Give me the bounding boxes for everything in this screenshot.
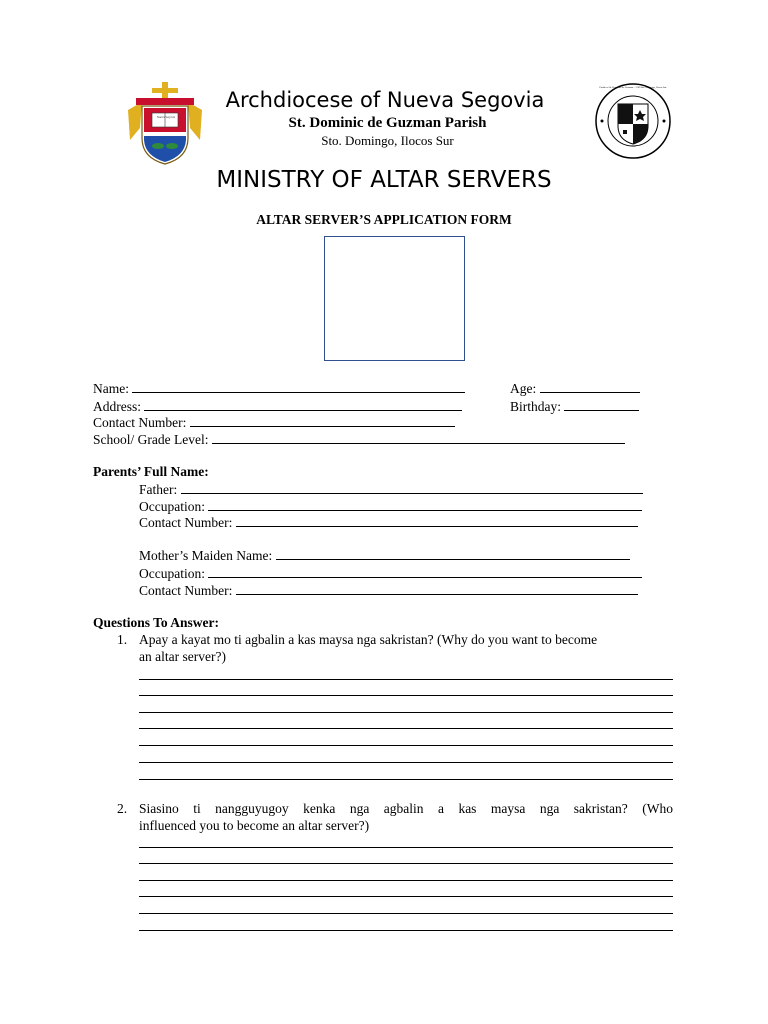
answer-2-line[interactable] xyxy=(139,896,673,897)
mother-field[interactable] xyxy=(139,546,630,564)
mother-line[interactable] xyxy=(276,546,630,560)
parish-name: St. Dominic de Guzman Parish xyxy=(288,115,487,131)
answer-2-line[interactable] xyxy=(139,930,673,931)
contact-line[interactable] xyxy=(190,413,455,427)
answer-2-line[interactable] xyxy=(139,863,673,864)
answer-1-line[interactable] xyxy=(139,679,673,680)
question-2-text: Siasino ti nangguyugoy kenka nga agbalin a kas maysa nga sakristan? (Who xyxy=(139,801,673,816)
mother-occupation-label: Occupation: xyxy=(139,566,205,581)
answer-1-line[interactable] xyxy=(139,695,673,696)
age-field[interactable] xyxy=(510,379,640,397)
school-line[interactable] xyxy=(212,430,625,444)
answer-2-line[interactable] xyxy=(139,880,673,881)
question-2-text-line-2: influenced you to become an altar server?) xyxy=(139,818,370,833)
name-line[interactable] xyxy=(132,379,465,393)
name-label: Name: xyxy=(93,381,129,396)
parish-location: Sto. Domingo, Ilocos Sur xyxy=(321,133,454,148)
contact-field[interactable] xyxy=(93,413,455,431)
school-label: School/ Grade Level: xyxy=(93,432,209,447)
birthday-field[interactable] xyxy=(510,397,639,415)
answer-1-line[interactable] xyxy=(139,728,673,729)
answer-2-line[interactable] xyxy=(139,913,673,914)
form-subtitle: ALTAR SERVER’S APPLICATION FORM xyxy=(256,212,512,227)
answer-1-line[interactable] xyxy=(139,762,673,763)
question-2-number: 2. xyxy=(117,801,128,816)
address-line[interactable] xyxy=(144,397,462,411)
questions-heading: Questions To Answer: xyxy=(93,615,220,630)
father-occupation-line[interactable] xyxy=(208,497,642,511)
father-line[interactable] xyxy=(181,480,643,494)
birthday-line[interactable] xyxy=(564,397,639,411)
answer-2-line[interactable] xyxy=(139,847,673,848)
answer-1-line[interactable] xyxy=(139,745,673,746)
archdiocese-seal xyxy=(122,80,208,166)
left-seal-ribbon-text: Nueva Segovia xyxy=(156,116,176,119)
age-label: Age: xyxy=(510,381,537,396)
question-1-text-line-1: Apay a kayat mo ti agbalin a kas maysa nga sakristan? (Why do you want to become xyxy=(139,632,598,647)
question-2-text-line-1 xyxy=(139,800,673,817)
photo-box[interactable] xyxy=(324,236,465,361)
question-1-text-line-2: an altar server?) xyxy=(139,649,226,664)
mother-contact-line[interactable] xyxy=(236,581,638,595)
father-occupation-label: Occupation: xyxy=(139,499,205,514)
answer-1-line[interactable] xyxy=(139,712,673,713)
name-field[interactable] xyxy=(93,379,465,397)
mother-contact-label: Contact Number: xyxy=(139,583,233,598)
father-label: Father: xyxy=(139,482,178,497)
parents-heading: Parents’ Full Name: xyxy=(93,464,209,479)
father-contact-field[interactable] xyxy=(139,513,638,531)
contact-label: Contact Number: xyxy=(93,415,187,430)
mother-occupation-line[interactable] xyxy=(208,564,642,578)
birthday-label: Birthday: xyxy=(510,399,561,414)
age-line[interactable] xyxy=(540,379,640,393)
address-label: Address: xyxy=(93,399,141,414)
mother-contact-field[interactable] xyxy=(139,581,638,599)
question-1-number: 1. xyxy=(117,632,128,647)
father-contact-label: Contact Number: xyxy=(139,515,233,530)
school-field[interactable] xyxy=(93,430,625,448)
archdiocese-name: Archdiocese of Nueva Segovia xyxy=(225,88,545,112)
father-field[interactable] xyxy=(139,480,643,498)
right-seal-ring-text: Parish of St. Dominic de Guzman · 1769 Sto. Domingo, Ilocos Sur xyxy=(599,86,667,89)
parish-seal xyxy=(594,82,672,160)
page-title: MINISTRY OF ALTAR SERVERS xyxy=(216,167,552,193)
mother-label: Mother’s Maiden Name: xyxy=(139,548,273,563)
answer-1-line[interactable] xyxy=(139,779,673,780)
father-contact-line[interactable] xyxy=(236,513,638,527)
mother-occupation-field[interactable] xyxy=(139,564,642,582)
